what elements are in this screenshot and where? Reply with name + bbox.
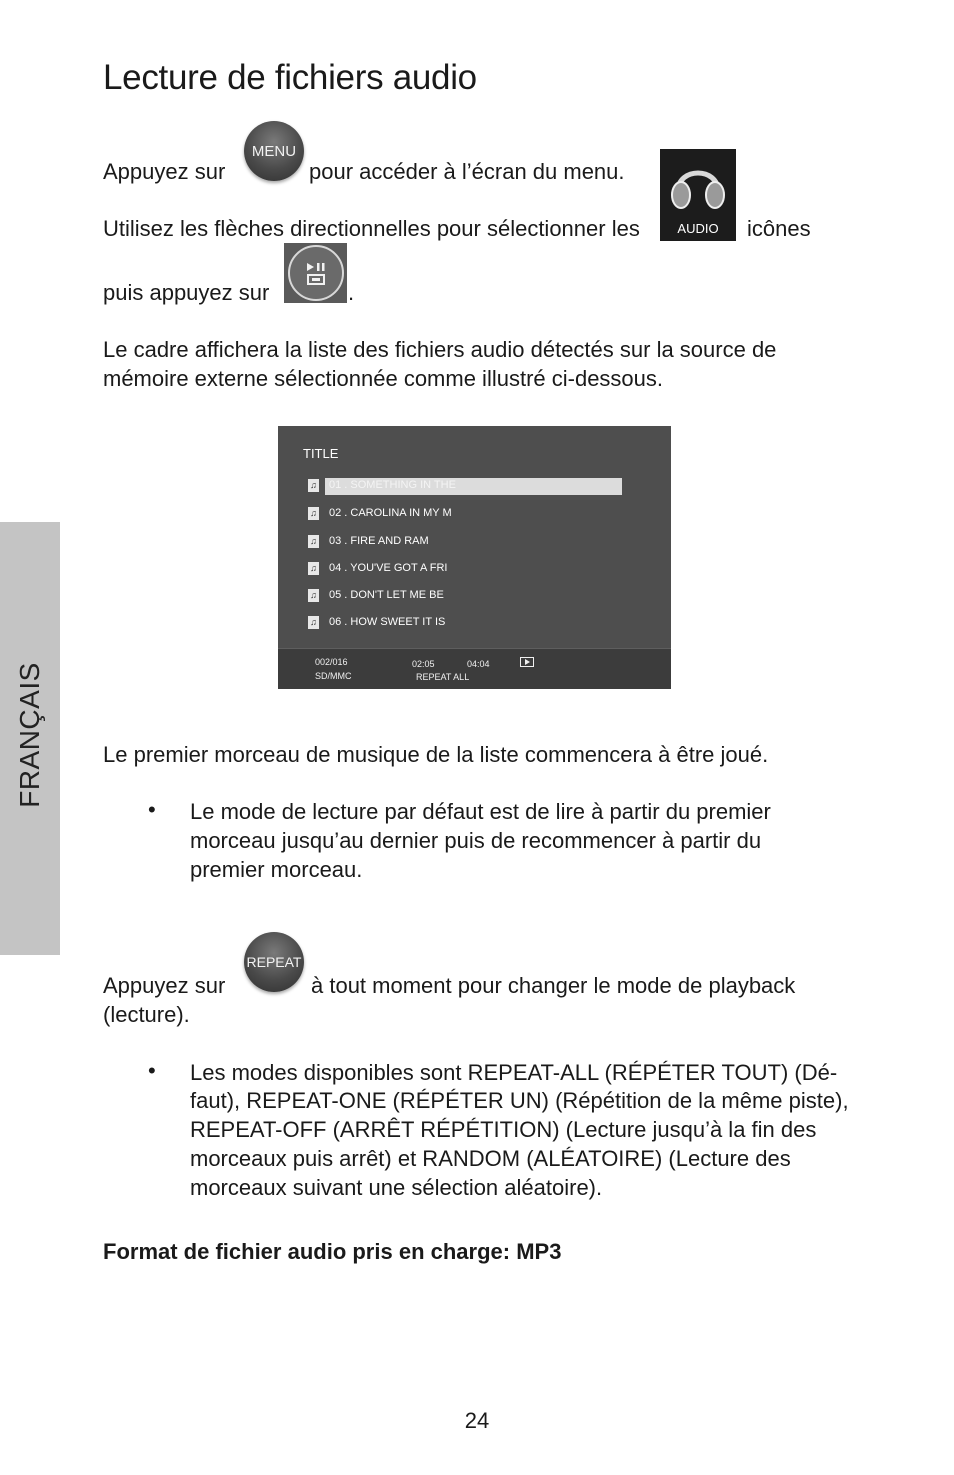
track-row bbox=[308, 561, 623, 578]
bullet2-line3: REPEAT-OFF (ARRÊT RÉPÉTITION) (Lecture jusqu’à la fin des bbox=[190, 1117, 817, 1142]
music-file-icon: ♫ bbox=[308, 616, 319, 629]
language-label: FRANÇAIS bbox=[14, 662, 45, 808]
para1-after: pour accéder à l’écran du menu. bbox=[309, 159, 625, 184]
para2-before: Utilisez les flèches directionnelles pour sélectionner les bbox=[103, 216, 640, 241]
track-row bbox=[308, 478, 623, 495]
bullet-2: • bbox=[148, 1058, 156, 1083]
audio-icon-label: AUDIO bbox=[677, 221, 719, 236]
bullet1-line2: morceau jusqu’au dernier puis de recommencer à partir du bbox=[190, 828, 762, 853]
para1-before: Appuyez sur bbox=[103, 159, 226, 184]
menu-button-icon bbox=[244, 121, 304, 181]
repeat-mode: REPEAT ALL bbox=[416, 672, 470, 682]
music-file-icon: ♫ bbox=[308, 479, 319, 492]
bullet1-line1: Le mode de lecture par défaut est de lire à partir du premier bbox=[190, 799, 771, 824]
music-file-icon: ♫ bbox=[308, 535, 319, 548]
para3-after: . bbox=[348, 280, 355, 305]
bullet-1: • bbox=[148, 797, 156, 822]
track-row bbox=[308, 615, 623, 632]
para6-line2: (lecture). bbox=[103, 1002, 190, 1027]
music-file-icon: ♫ bbox=[308, 562, 319, 575]
music-file-icon: ♫ bbox=[308, 507, 319, 520]
para5: Le premier morceau de musique de la liste commencera à être joué. bbox=[103, 742, 769, 767]
audio-list-screenshot bbox=[278, 426, 671, 689]
para4-line1: Le cadre affichera la liste des fichiers audio détectés sur la source de bbox=[103, 337, 777, 362]
para3-before: puis appuyez sur bbox=[103, 280, 270, 305]
total-time: 04:04 bbox=[467, 659, 490, 669]
para6-before: Appuyez sur bbox=[103, 973, 226, 998]
menu-button-label: MENU bbox=[251, 142, 297, 160]
repeat-button-icon bbox=[244, 932, 304, 992]
music-file-icon: ♫ bbox=[308, 589, 319, 602]
screen-footer bbox=[278, 648, 671, 689]
bullet2-line4: morceaux puis arrêt) et RANDOM (ALÉATOIRE) (Lecture des bbox=[190, 1146, 791, 1171]
supported-format-note: Format de fichier audio pris en charge: MP3 bbox=[103, 1239, 562, 1264]
bullet1-line3: premier morceau. bbox=[190, 857, 363, 882]
page-number: 24 bbox=[464, 1408, 490, 1433]
para2-after: icônes bbox=[747, 216, 811, 241]
elapsed-time: 02:05 bbox=[412, 659, 435, 669]
bullet2-line1: Les modes disponibles sont REPEAT-ALL (RÉPÉTER TOUT) (Dé- bbox=[190, 1060, 838, 1085]
track-row bbox=[308, 534, 623, 551]
para4-line2: mémoire externe sélectionnée comme illustré ci-dessous. bbox=[103, 366, 664, 391]
track-name: 06 . HOW SWEET IT IS bbox=[329, 616, 446, 628]
play-pause-icon bbox=[284, 243, 347, 303]
bullet2-line2: faut), REPEAT-ONE (RÉPÉTER UN) (Répétition de la même piste), bbox=[190, 1088, 849, 1113]
page-title: Lecture de fichiers audio bbox=[103, 58, 477, 97]
track-name: 04 . YOU'VE GOT A FRI bbox=[329, 562, 448, 574]
media-source: SD/MMC bbox=[315, 671, 352, 681]
track-row bbox=[308, 588, 623, 605]
repeat-button-label: REPEAT bbox=[246, 954, 302, 970]
track-name: 02 . CAROLINA IN MY M bbox=[329, 507, 452, 519]
bullet2-line5: morceaux suivant une sélection aléatoire). bbox=[190, 1175, 603, 1200]
audio-headphones-icon bbox=[660, 149, 736, 241]
screen-title: TITLE bbox=[303, 446, 339, 461]
track-count: 002/016 bbox=[315, 657, 348, 667]
track-name: 05 . DON'T LET ME BE bbox=[329, 589, 444, 601]
para6-after: à tout moment pour changer le mode de playback bbox=[311, 973, 796, 998]
track-name: 03 . FIRE AND RAM bbox=[329, 535, 429, 547]
track-row bbox=[308, 506, 623, 523]
track-name: 01 . SOMETHING IN THE bbox=[329, 479, 456, 491]
play-status-icon bbox=[520, 657, 534, 669]
